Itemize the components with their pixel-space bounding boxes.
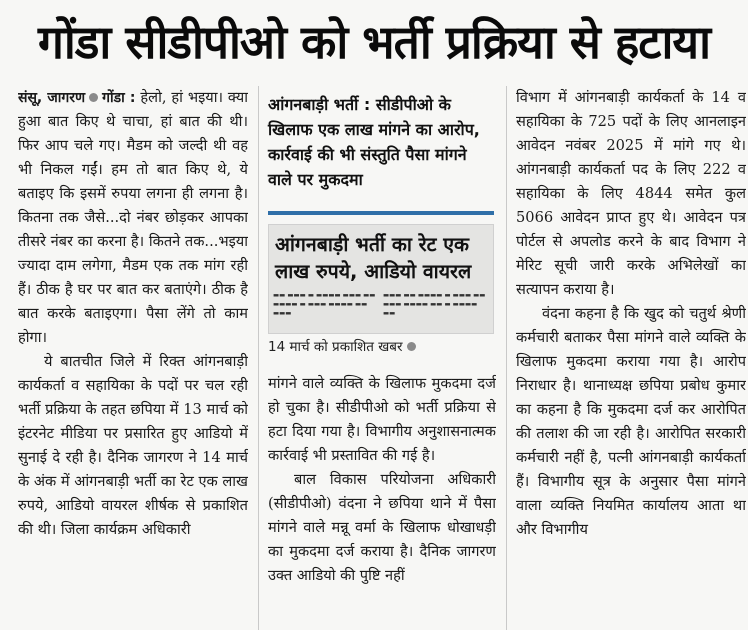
clipping-text-block: ▬▬▬ ▬▬ ▬▬▬▬ ▬ ▬▬▬ ▬▬ ▬▬▬ ▬▬▬▬ ▬▬ ▬ ▬▬▬▬ ▬▬ <box>383 291 486 317</box>
subheadline: आंगनबाड़ी भर्ती : सीडीपीओ के खिलाफ एक लाख मांगने का आरोप, कार्रवाई की भी संस्तुति पैसा मांगने वाले पर मुकदमा <box>268 95 480 189</box>
caption-text: 14 मार्च को प्रकाशित खबर <box>268 339 403 355</box>
column-2 <box>268 372 496 630</box>
clipping-text-block: ▬▬ ▬▬▬ ▬ ▬▬▬▬ ▬▬▬ ▬▬ ▬▬▬▬ ▬ ▬▬▬ ▬▬▬▬ ▬▬ ▬▬▬ <box>273 291 376 317</box>
newspaper-clipping-image <box>268 224 494 334</box>
column-divider <box>258 86 259 630</box>
paragraph: विभाग में आंगनबाड़ी कार्यकर्ता के 14 व सहायिका के 725 पदों के लिए आनलाइन आवेदन नवंबर 2025 में मांगे गए थे। आंगनबाड़ी कार्यकर्ता पद के लिए 222 व सहायिका के लिए 4844 समेत कुल 5066 आवेदन प्राप्त हुए थे। आवेदन पत्र पोर्टल से अपलोड करने के बाद विभाग ने मेरिट सूची जारी करके अभिलेखों का सत्यापन कराया है। <box>516 89 746 298</box>
paragraph: मांगने वाले व्यक्ति के खिलाफ मुकदमा दर्ज हो चुका है। सीडीपीओ को भर्ती प्रक्रिया से हटा दिया गया है। विभागीय अनुशासनात्मक कार्रवाई भी प्रस्तावित की गई है। <box>268 375 496 464</box>
paragraph: ये बातचीत जिले में रिक्त आंगनबाड़ी कार्यकर्ता व सहायिका के पदों पर चल रही भर्ती प्रक्रिया के तहत छपिया में 13 मार्च को इंटरनेट मीडिया पर प्रसारित हुए आडियो में सुनाई दे रही है। दैनिक जागरण ने 14 मार्च के अंक में आंगनबाड़ी भर्ती का रेट एक लाख रुपये, आडियो वायरल शीर्षक से प्रकाशित की थी। जिला कार्यक्रम अधिकारी <box>18 353 248 538</box>
paragraph: बाल विकास परियोजना अधिकारी (सीडीपीओ) वंदना ने छपिया थाने में पैसा मांगने वाले मन्नू वर्मा के खिलाफ धोखाधड़ी का मुकदमा दर्ज कराया है। दैनिक जागरण उक्त आडियो की पुष्टि नहीं <box>268 471 496 584</box>
column-3 <box>516 86 746 630</box>
column-divider <box>506 86 507 630</box>
paragraph-text: हेलो, हां भइया। क्या हुआ बात किए थे चाचा, हां बात की थी। फिर आप चले गए। मैडम को जल्दी थी वह भी निकल गईं। हम तो बात किए थे, ये बताइए कि इसमें रुपया लगना ही लगना है। कितना तक जैसे...दो नंबर छोड़कर आपका तीसरे नंबर का करना है। कितने तक...भइया ज्यादा दाम लगेगा, मैडम एक तक मांग रही हैं। ठीक है घर पर बात कर बताएंगे। ठीक है बात करके बताइएगा। पैसा लेंगे तो काम होगा। <box>18 89 248 346</box>
column-1 <box>18 86 248 630</box>
place: गोंडा : <box>102 90 136 106</box>
bullet-icon <box>89 93 98 102</box>
dateline: संसू, जागरण <box>18 90 86 106</box>
clipping-caption <box>268 337 494 357</box>
clipping-headline: आंगनबाड़ी भर्ती का रेट एक लाख रुपये, आडियो वायरल <box>275 233 472 283</box>
paragraph <box>18 86 248 350</box>
headline: गोंडा सीडीपीओ को भर्ती प्रक्रिया से हटाया <box>38 15 710 69</box>
paragraph: वंदना कहना है कि खुद को चतुर्थ श्रेणी कर्मचारी बताकर पैसा मांगने वाले व्यक्ति के खिलाफ मुकदमा कराया गया है। आरोप निराधार है। थानाध्यक्ष छपिया प्रबोध कुमार का कहना है कि मुकदमा दर्ज कर आरोपित की तलाश की जा रही है। आरोपित सरकारी कर्मचारी नहीं है, पत्नी आंगनबाड़ी कार्यकर्ता हैं। विभागीय सूत्र के अनुसार पैसा मांगने वाला व्यक्ति नियमित कार्यालय आता था और विभागीय <box>516 305 746 538</box>
bullet-icon <box>407 342 416 351</box>
clipping-body-placeholder <box>269 285 493 318</box>
divider-rule <box>268 211 494 215</box>
